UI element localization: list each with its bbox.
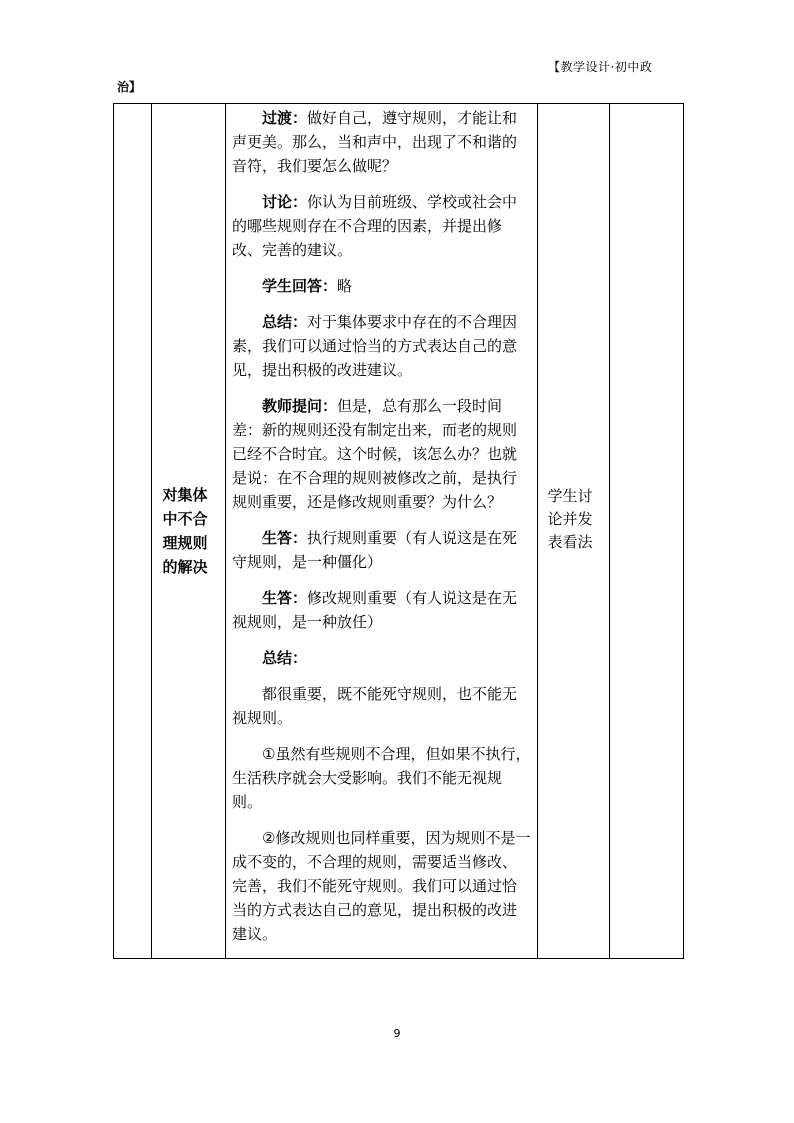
paragraph-teacher-question: [232, 394, 531, 514]
paragraph-summary-heading: [232, 646, 531, 670]
paragraph-text: 做好自己，遵守规则，才能让和声更美。那么，当和声中，出现了不和谐的音符，我们要怎么做呢？: [232, 109, 518, 175]
paragraph-summary-point-1: [232, 742, 531, 814]
teaching-content-cell: [226, 104, 538, 959]
paragraph-text: 但是，总有那么一段时间差：新的规则还没有制定出来，而老的规则已经不合时宜。这个时候，该怎么办？也就是说：在不合理的规则被修改之前，是执行规则重要，还是修改规则重要？为什么？: [232, 397, 518, 511]
paragraph-label: 生答：: [262, 589, 308, 607]
paragraph-text: 修改规则重要（有人说这是在无视规则，是一种放任）: [232, 589, 518, 631]
paragraph-label: 过渡：: [262, 109, 308, 127]
header-series-title: 【教学设计·初中政: [548, 60, 653, 74]
paragraph-student-answer: [232, 274, 531, 298]
table-row: [114, 104, 684, 959]
paragraph-student-reply-2: [232, 586, 531, 634]
teaching-content: [226, 104, 537, 958]
page-number: 9: [393, 1027, 401, 1040]
method-cell: [538, 104, 610, 959]
paragraph-text: 略: [337, 277, 353, 295]
stage-cell: [114, 104, 152, 959]
paragraph-label: 教师提问：: [262, 397, 338, 415]
paragraph-text: ②修改规则也同样重要，因为规则不是一成不变的，不合理的规则，需要适当修改、完善，我们不能死守规则。我们可以通过恰当的方式表达自己的意见，提出积极的改进建议。: [232, 829, 531, 943]
paragraph-label: 学生回答：: [262, 277, 338, 295]
topic-cell: [152, 104, 226, 959]
student-activity: 学生讨论并发表看法: [547, 486, 593, 551]
paragraph-student-reply-1: [232, 526, 531, 574]
paragraph-text: ①虽然有些规则不合理，但如果不执行，生活秩序就会大受影响。我们不能无视规则。: [232, 745, 531, 811]
paragraph-summary-point: [232, 682, 531, 730]
paragraph-transition: [232, 106, 531, 178]
notes-cell: [610, 104, 684, 959]
paragraph-label: 生答：: [262, 529, 308, 547]
paragraph-summary: [232, 310, 531, 382]
paragraph-label: 总结：: [262, 649, 308, 667]
paragraph-label: 讨论：: [262, 193, 308, 211]
lesson-plan-table: [113, 103, 684, 959]
paragraph-text: 你认为目前班级、学校或社会中的哪些规则存在不合理的因素，并提出修改、完善的建议。: [232, 193, 518, 259]
header-subject-continuation: 治】: [117, 80, 142, 94]
paragraph-text: 对于集体要求中存在的不合理因素，我们可以通过恰当的方式表达自己的意见，提出积极的改进建议。: [232, 313, 518, 379]
paragraph-text: 都很重要，既不能死守规则，也不能无视规则。: [232, 685, 518, 727]
paragraph-text: 执行规则重要（有人说这是在死守规则，是一种僵化）: [232, 529, 518, 571]
topic-title: 对集体中不合理规则的解决: [162, 486, 208, 576]
paragraph-discussion: [232, 190, 531, 262]
paragraph-label: 总结：: [262, 313, 308, 331]
paragraph-summary-point-2: [232, 826, 531, 946]
